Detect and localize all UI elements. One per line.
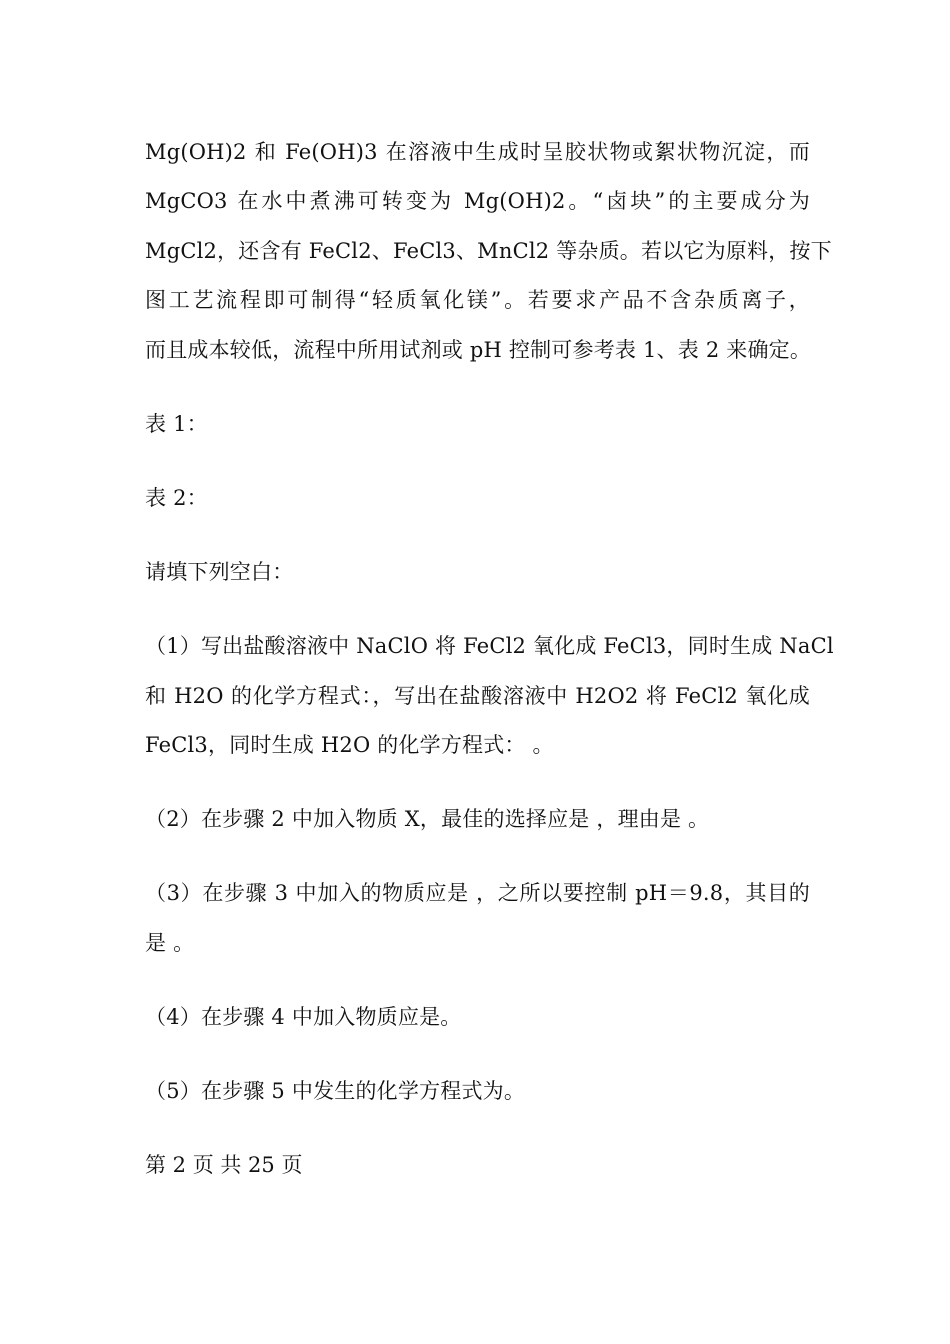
- question-1-line-3: FeCl3，同时生成 H2O 的化学方程式： 。: [145, 733, 554, 757]
- page-number-footer: 第 2 页 共 25 页: [145, 1153, 303, 1177]
- question-3-line-1: （3）在步骤 3 中加入的物质应是 ，之所以要控制 pH＝9.8，其目的: [145, 881, 810, 905]
- intro-line-2: MgCO3 在水中煮沸可转变为 Mg(OH)2。“卤块”的主要成分为: [145, 189, 810, 213]
- intro-line-3: MgCl2，还含有 FeCl2、FeCl3、MnCl2 等杂质。若以它为原料，按下: [145, 239, 832, 263]
- table-2-label: 表 2：: [145, 486, 208, 510]
- question-2: （2）在步骤 2 中加入物质 X，最佳的选择应是 ，理由是 。: [145, 807, 710, 831]
- question-1-line-2: 和 H2O 的化学方程式：，写出在盐酸溶液中 H2O2 将 FeCl2 氧化成: [145, 684, 810, 708]
- question-3-line-2: 是 。: [145, 931, 195, 955]
- question-1-line-1: （1）写出盐酸溶液中 NaClO 将 FeCl2 氧化成 FeCl3，同时生成 NaCl: [145, 634, 834, 658]
- table-1-label: 表 1：: [145, 412, 208, 436]
- instruction-text: 请填下列空白：: [145, 560, 294, 584]
- question-5: （5）在步骤 5 中发生的化学方程式为。: [145, 1079, 526, 1103]
- intro-line-1: Mg(OH)2 和 Fe(OH)3 在溶液中生成时呈胶状物或絮状物沉淀，而: [145, 140, 810, 164]
- question-4: （4）在步骤 4 中加入物质应是。: [145, 1005, 462, 1029]
- intro-line-5: 而且成本较低，流程中所用试剂或 pH 控制可参考表 1、表 2 来确定。: [145, 338, 812, 362]
- intro-line-4: 图工艺流程即可制得“轻质氧化镁”。若要求产品不含杂质离子，: [145, 288, 810, 312]
